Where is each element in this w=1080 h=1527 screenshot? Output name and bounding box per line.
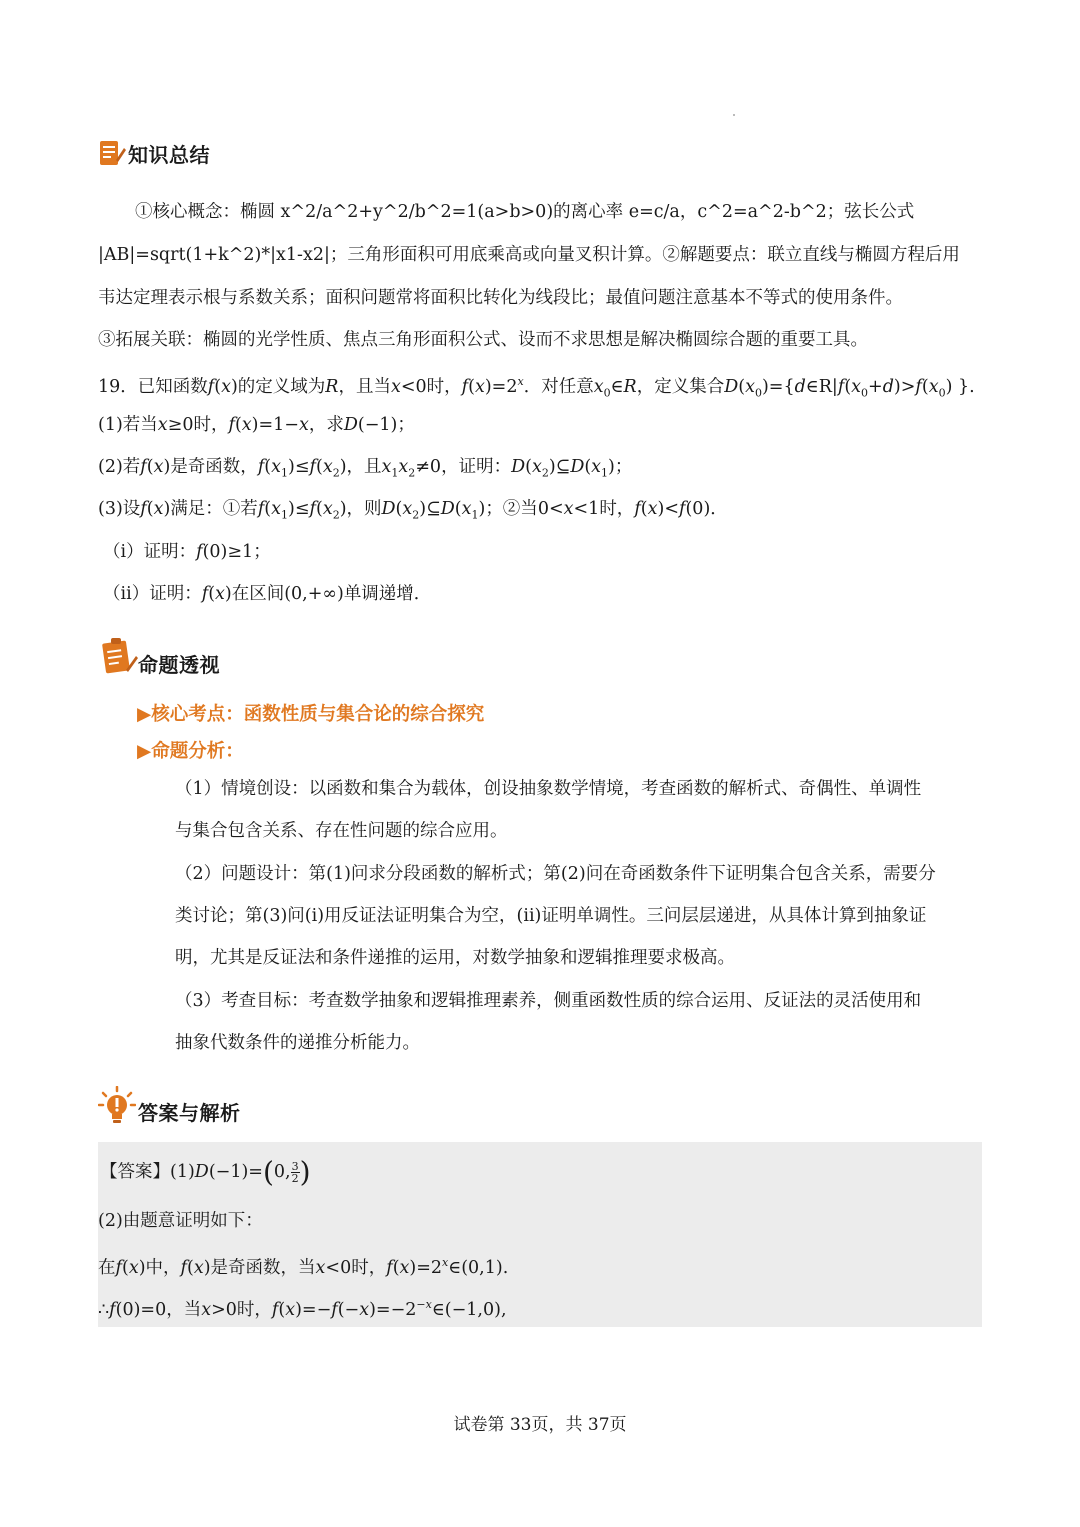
answer-heading [98, 1086, 241, 1126]
answer-line-3: 在f(x)中，f(x)是奇函数，当x<0时，$f(x)=2^x\in(0,1)$. [98, 1256, 509, 1278]
core-point: ▶核心考点：函数性质与集合论的综合探究 [137, 704, 485, 725]
analysis-p2-line-2: 类讨论；第(3)问(i)用反证法证明集合为空，(ii)证明单调性。三问层层递进，从具体计算到抽象证 [175, 906, 927, 926]
analysis-p3-line-2: 抽象代数条件的递推分析能力。 [175, 1033, 420, 1053]
problem-part-1: (1)若当x≥0时，f(x)=1−x，求D(−1)； [98, 415, 415, 435]
problem-part-2: (2)若f(x)是奇函数，$f(x_1)\le f(x_2)$，且$x_1x_2\ne 0$，证明：$D(x_2)⊆D(x_1)$； [98, 457, 633, 480]
knowledge-line-4: ③拓展关联：椭圆的光学性质、焦点三角形面积公式、设而不求思想是解决椭圆综合题的重要工具。 [98, 330, 868, 350]
problem-sub-i: （i）证明：f(0)≥1； [103, 542, 271, 562]
knowledge-line-2: |AB|=sqrt(1+k^2)*|x1-x2|；三角形面积可用底乘高或向量叉积计算。②解题要点：联立直线与椭圆方程后用 [98, 245, 960, 265]
analysis-p2-line-3: 明，尤其是反证法和条件递推的运用，对数学抽象和逻辑推理要求极高。 [175, 948, 735, 968]
answer-line-4: ∴f(0)=0，当x>0时，$f(x)=-f(-x)=-2^{-x}\in(-1,0)$, [98, 1298, 507, 1320]
analysis-label: ▶命题分析： [137, 741, 244, 762]
analysis-p1-line-1: （1）情境创设：以函数和集合为载体，创设抽象数学情境，考查函数的解析式、奇偶性、单调性 [175, 779, 922, 799]
answer-line-1: 【答案】(1)D(−1)=(0, $\frac{3}{2}$ ) [100, 1155, 311, 1189]
analysis-p2-line-1: （2）问题设计：第(1)问求分段函数的解析式；第(2)问在奇函数条件下证明集合包含关系，需要分 [175, 864, 936, 884]
knowledge-line-1: ①核心概念：椭圆 x^2/a^2+y^2/b^2=1(a>b>0)的离心率 e=c/a，c^2=a^2-b^2；弦长公式 [135, 202, 915, 222]
lightbulb-icon [98, 1086, 136, 1126]
analysis-title: 命题透视 [138, 653, 220, 677]
analysis-p1-line-2: 与集合包含关系、存在性问题的综合应用。 [175, 821, 508, 841]
scan-dot [733, 114, 735, 116]
knowledge-heading [98, 138, 210, 168]
problem-stem: 19．已知函数f(x)的定义域为R，且当x<0时，$f(x)=2^x$．对任意$x_0\in R$，定义集合$D(x_0)=\{d\in R|f(x_0+d)>f(x_0)$ }. [98, 375, 975, 400]
problem-part-3: (3)设f(x)满足：①若$f(x_1)\le f(x_2)$，则$D(x_2)⊆D(x_1)$；②当0<x<1时，f(x)<f(0)． [98, 499, 728, 522]
answer-line-2: (2)由题意证明如下： [98, 1211, 263, 1231]
problem-sub-ii: （ii）证明：f(x)在区间(0,+∞)单调递增． [103, 584, 432, 604]
clipboard-pencil-icon [98, 636, 138, 678]
analysis-heading [98, 636, 220, 678]
knowledge-line-3: 韦达定理表示根与系数关系；面积问题常将面积比转化为线段比；最值问题注意基本不等式的使用条件。 [98, 288, 903, 308]
answer-fraction: $\frac{3}{2}$ [291, 1160, 299, 1185]
analysis-p3-line-1: （3）考查目标：考查数学抽象和逻辑推理素养，侧重函数性质的综合运用、反证法的灵活使用和 [175, 991, 922, 1011]
knowledge-title: 知识总结 [128, 143, 210, 167]
page-footer: 试卷第 33页，共 37页 [453, 1415, 627, 1435]
answer-title: 答案与解析 [138, 1101, 241, 1125]
notepad-icon [98, 138, 126, 168]
